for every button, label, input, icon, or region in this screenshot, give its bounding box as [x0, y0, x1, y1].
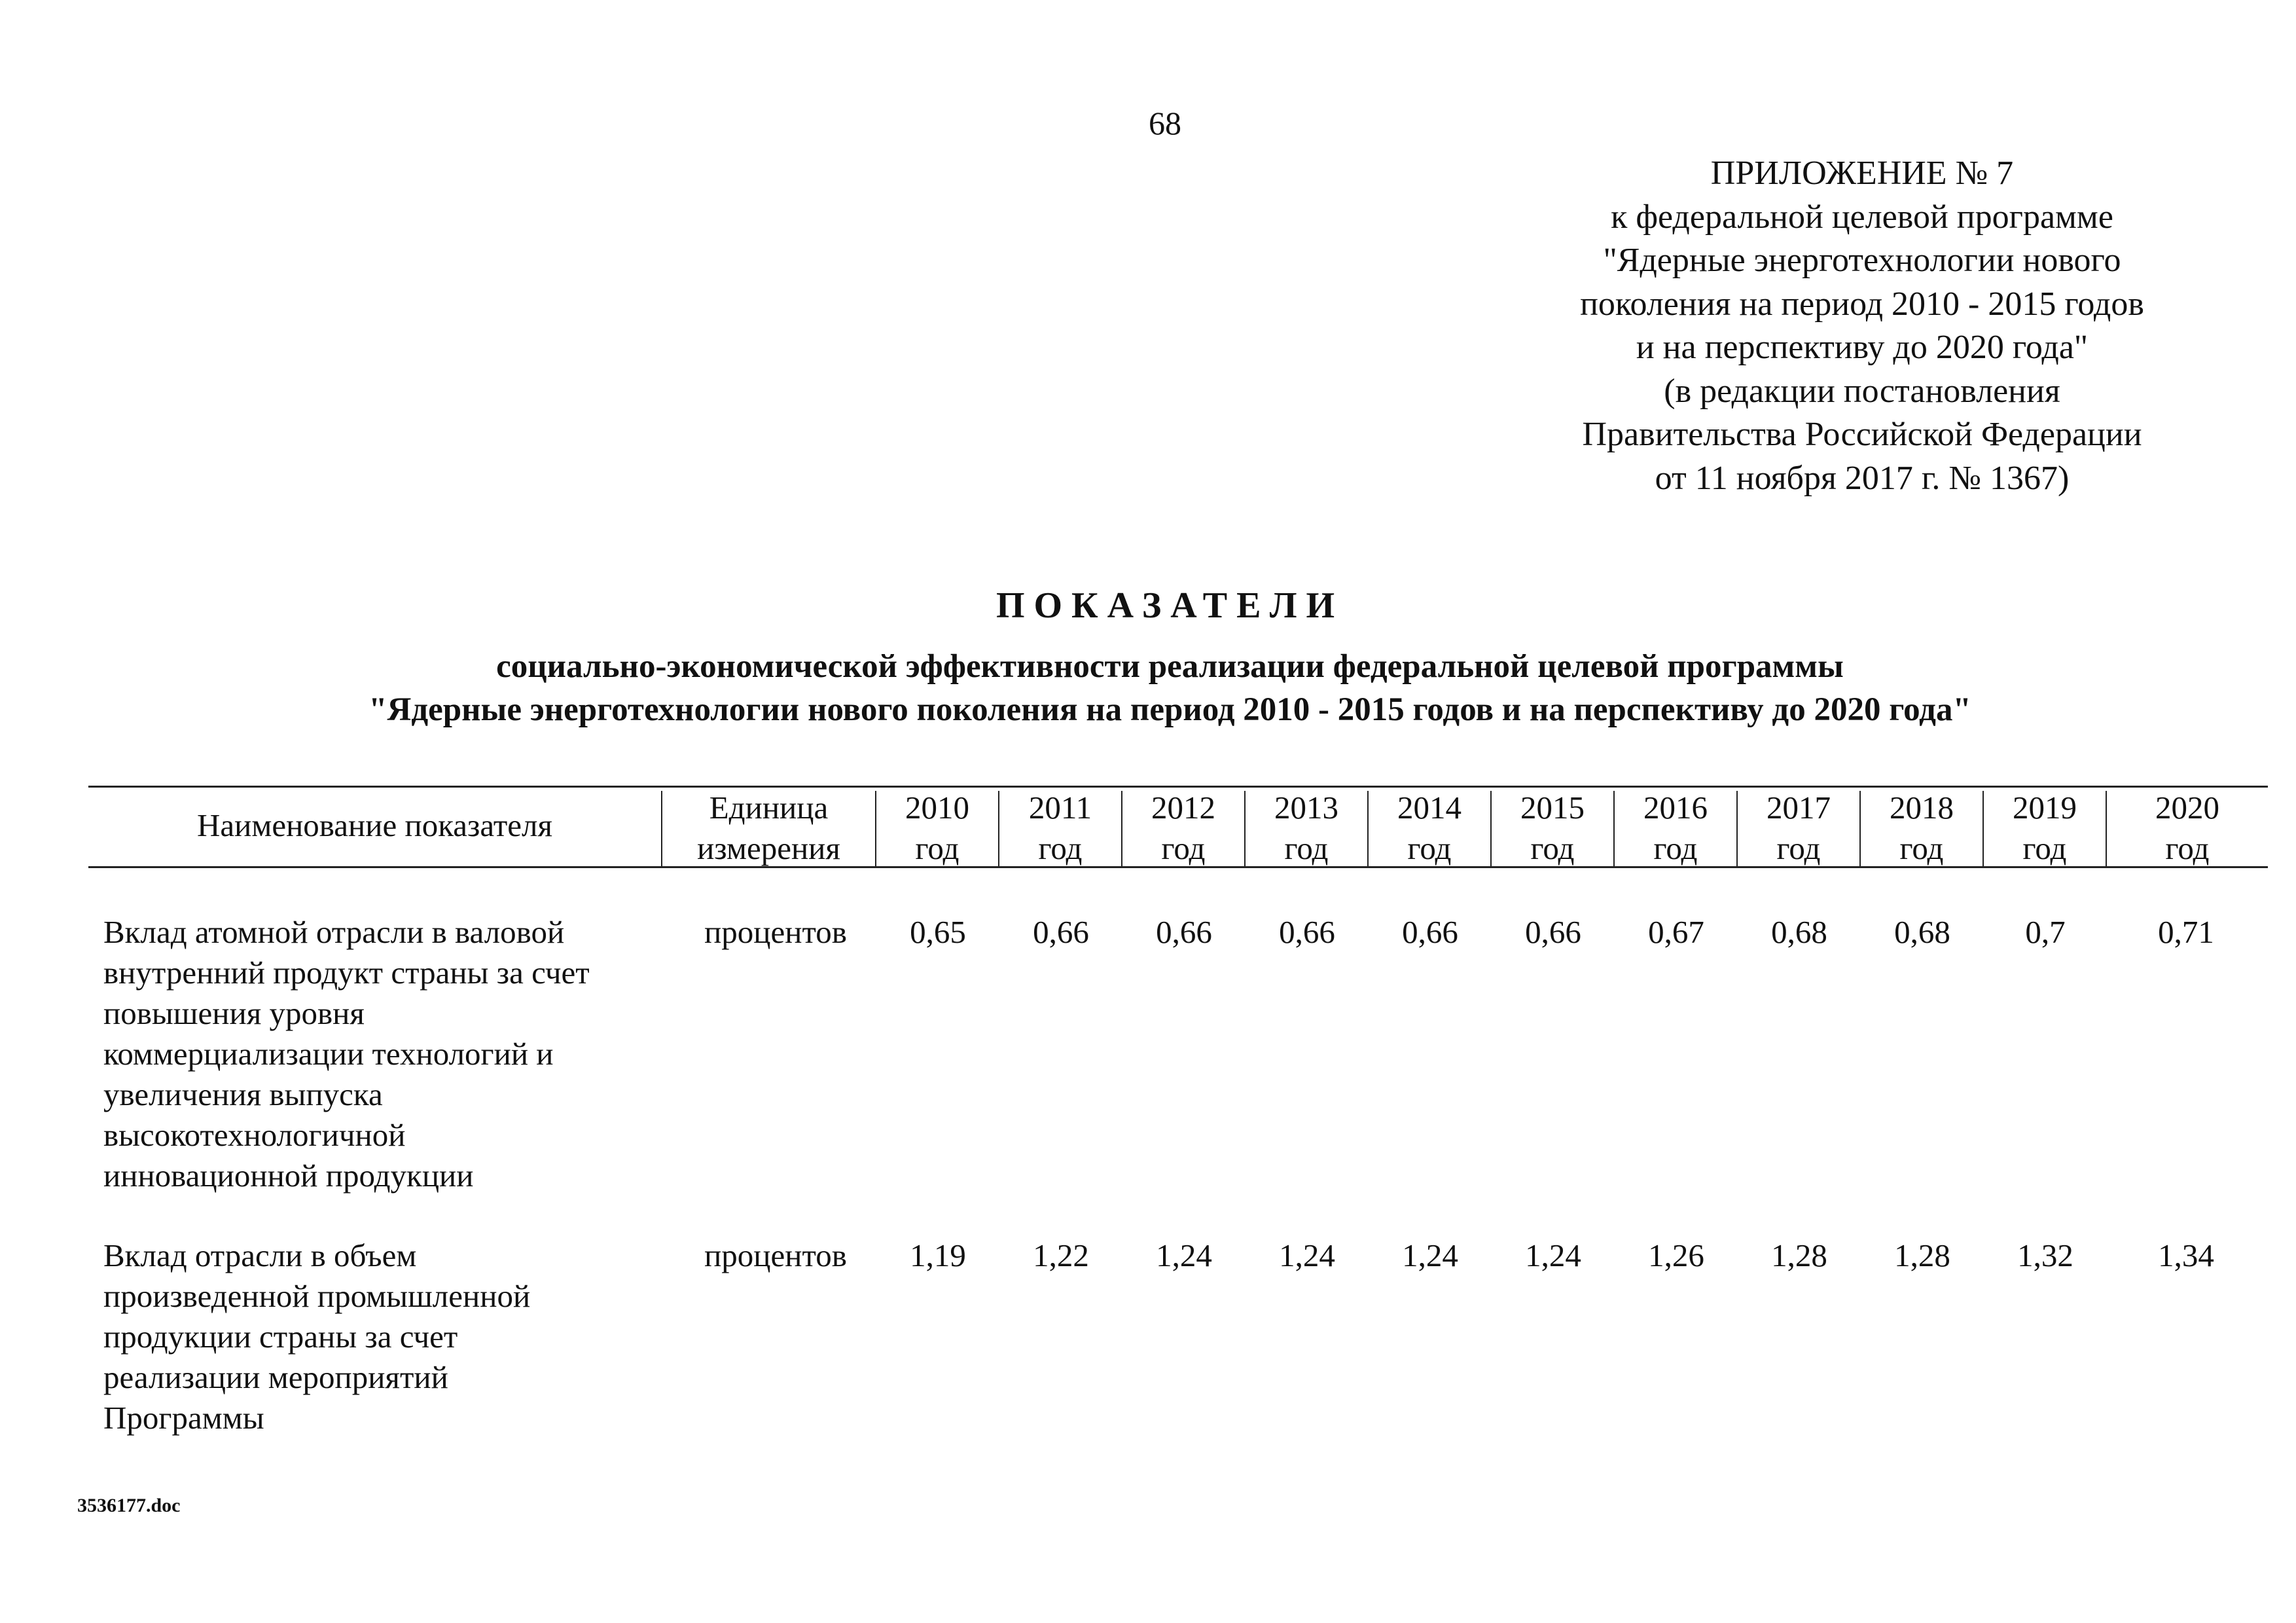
- row-value: 1,34: [2158, 1237, 2214, 1273]
- row-value: 0,66: [1156, 914, 1212, 950]
- document-subtitle: [0, 645, 2296, 731]
- footer-filename: 3536177.doc: [77, 1495, 181, 1516]
- document-title: ПОКАЗАТЕЛИ: [996, 585, 1344, 626]
- header-year-number: 2016: [1643, 790, 1708, 826]
- row-value: 1,24: [1525, 1237, 1581, 1273]
- row-name-line: Вклад атомной отрасли в валовой: [103, 914, 565, 950]
- page-number: 68: [1149, 105, 1181, 141]
- header-unit-line: Единица: [709, 790, 829, 826]
- appendix-line: "Ядерные энерготехнологии нового: [1603, 242, 2121, 279]
- row-value: 1,28: [1771, 1237, 1827, 1273]
- header-year: [999, 788, 1121, 864]
- row-name-line: повышения уровня: [103, 995, 365, 1031]
- header-year: [876, 788, 998, 864]
- row-indicator-name: [103, 912, 666, 1196]
- row-value: 1,26: [1648, 1237, 1704, 1273]
- header-year-number: 2014: [1397, 790, 1462, 826]
- row-value: 0,67: [1648, 914, 1704, 950]
- header-year-number: 2017: [1767, 790, 1831, 826]
- row-value: 1,24: [1402, 1237, 1458, 1273]
- header-year: [1861, 788, 1982, 864]
- header-year-number: 2012: [1151, 790, 1215, 826]
- header-year-suffix: год: [1530, 830, 1575, 866]
- row-value: 1,32: [2017, 1237, 2073, 1273]
- subtitle-line: социально-экономической эффективности реализации федеральной целевой программы: [496, 648, 1844, 685]
- row-name-line: увеличения выпуска: [103, 1076, 383, 1112]
- header-year: [1492, 788, 1613, 864]
- header-year-number: 2015: [1520, 790, 1585, 826]
- row-indicator-name: [103, 1235, 666, 1438]
- row-value: 1,24: [1156, 1237, 1212, 1273]
- header-year-number: 2020: [2155, 790, 2219, 826]
- header-year-suffix: год: [1284, 830, 1329, 866]
- row-name-line: высокотехнологичной: [103, 1117, 406, 1153]
- header-unit-line: измерения: [697, 830, 840, 866]
- header-year: [1369, 788, 1490, 864]
- header-year-suffix: год: [1653, 830, 1698, 866]
- row-name-line: внутренний продукт страны за счет: [103, 955, 590, 991]
- row-value: 0,68: [1894, 914, 1950, 950]
- row-value: 1,28: [1894, 1237, 1950, 1273]
- header-year-number: 2011: [1028, 790, 1092, 826]
- header-year-number: 2018: [1890, 790, 1954, 826]
- row-value: 1,19: [910, 1237, 966, 1273]
- appendix-line: от 11 ноября 2017 г. № 1367): [1655, 459, 2070, 497]
- header-year: [2107, 788, 2268, 864]
- appendix-line: и на перспективу до 2020 года": [1636, 329, 2089, 366]
- row-name-line: произведенной промышленной: [103, 1278, 531, 1314]
- appendix-line: Правительства Российской Федерации: [1582, 416, 2142, 453]
- row-name-line: продукции страны за счет: [103, 1319, 458, 1355]
- appendix-line: ПРИЛОЖЕНИЕ № 7: [1710, 155, 2014, 192]
- row-unit: процентов: [704, 914, 847, 950]
- header-year-suffix: год: [1776, 830, 1821, 866]
- header-year-suffix: год: [1161, 830, 1206, 866]
- row-value: 0,71: [2158, 914, 2214, 950]
- header-year-number: 2013: [1274, 790, 1338, 826]
- header-year-suffix: год: [2165, 830, 2210, 866]
- row-value: 0,65: [910, 914, 966, 950]
- subtitle-line: "Ядерные энерготехнологии нового поколения на период 2010 - 2015 годов и на перспективу до 2020 года": [368, 691, 1971, 728]
- header-year-suffix: год: [1038, 830, 1083, 866]
- row-value: 0,66: [1525, 914, 1581, 950]
- header-year-suffix: год: [915, 830, 960, 866]
- row-name-line: инновационной продукции: [103, 1158, 474, 1194]
- row-name-line: Программы: [103, 1400, 264, 1436]
- row-value: 0,68: [1771, 914, 1827, 950]
- header-indicator-name: Наименование показателя: [196, 807, 553, 843]
- appendix-block: [1427, 152, 2296, 500]
- appendix-line: к федеральной целевой программе: [1611, 198, 2113, 236]
- row-unit: процентов: [704, 1237, 847, 1273]
- header-year-number: 2019: [2013, 790, 2077, 826]
- row-name-line: Вклад отрасли в объем: [103, 1237, 417, 1273]
- header-year: [1122, 788, 1244, 864]
- header-unit: [662, 788, 875, 864]
- appendix-line: поколения на период 2010 - 2015 годов: [1580, 285, 2144, 323]
- header-year-suffix: год: [1407, 830, 1452, 866]
- header-year-suffix: год: [1899, 830, 1944, 866]
- row-name-line: коммерциализации технологий и: [103, 1036, 554, 1072]
- header-year-suffix: год: [2022, 830, 2067, 866]
- header-year: [1984, 788, 2106, 864]
- row-value: 0,66: [1402, 914, 1458, 950]
- row-value: 0,66: [1279, 914, 1335, 950]
- row-value: 0,66: [1033, 914, 1089, 950]
- row-name-line: реализации мероприятий: [103, 1359, 448, 1395]
- row-value: 1,22: [1033, 1237, 1089, 1273]
- header-year: [1246, 788, 1367, 864]
- header-year: [1615, 788, 1736, 864]
- header-year-number: 2010: [905, 790, 969, 826]
- row-value: 1,24: [1279, 1237, 1335, 1273]
- header-year: [1738, 788, 1859, 864]
- row-value: 0,7: [2025, 914, 2066, 950]
- appendix-line: (в редакции постановления: [1664, 372, 2060, 410]
